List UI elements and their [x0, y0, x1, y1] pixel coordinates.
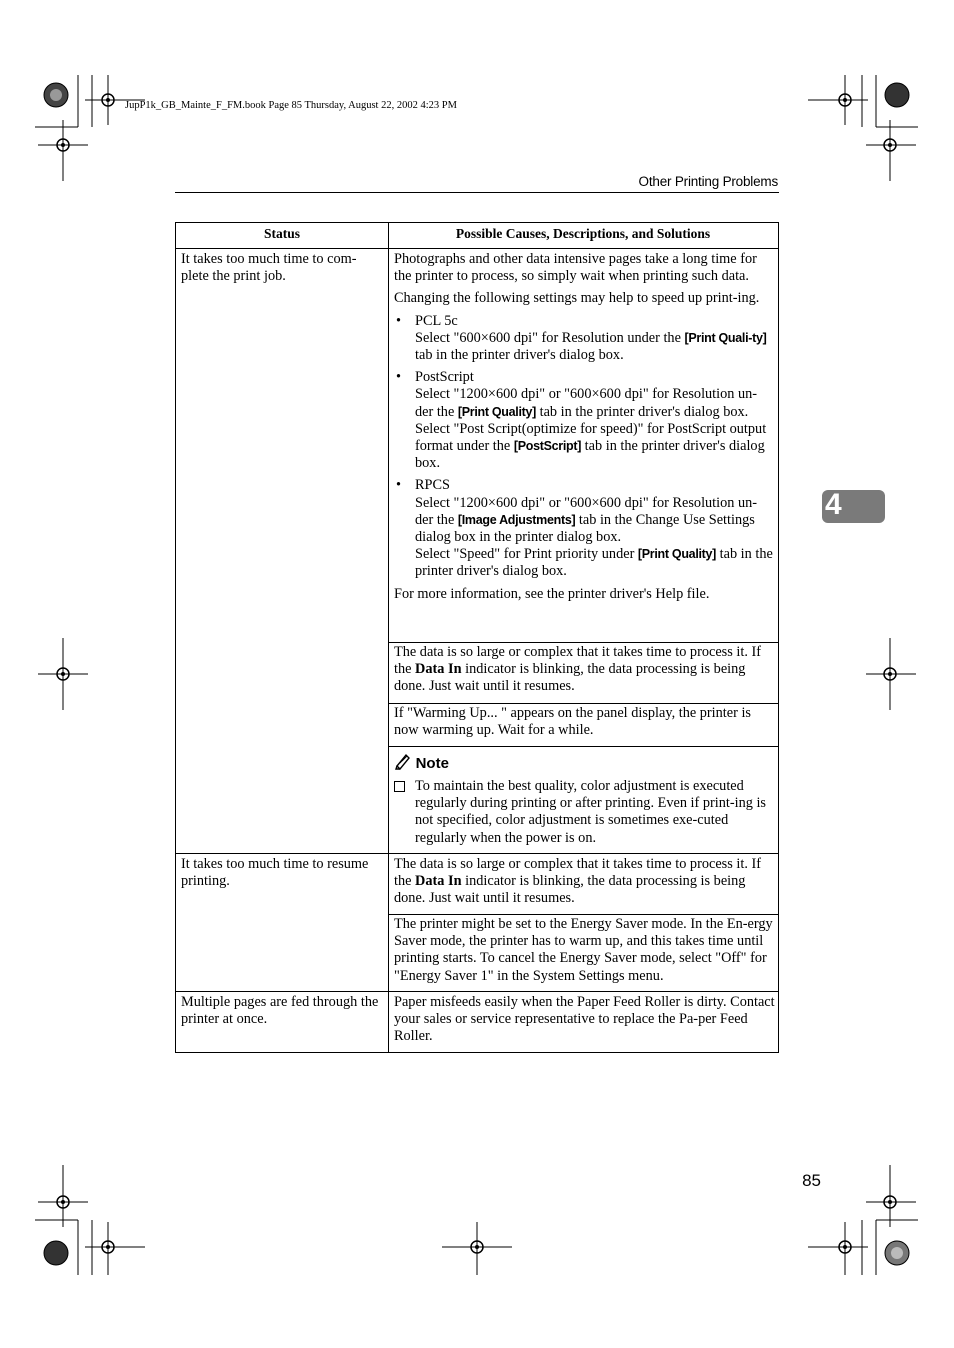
postscript-key: [PostScript]	[513, 439, 582, 454]
row-divider	[176, 853, 778, 854]
cause-warming-up: If "Warming Up... " appears on the panel display, the printer is now warming up. Wait for a while.	[394, 705, 751, 739]
book-file-line: JupP1k_GB_Mainte_F_FM.book Page 85 Thursday, August 22, 2002 4:23 PM	[125, 100, 457, 111]
header-rule	[175, 192, 779, 193]
page-number: 85	[802, 1171, 821, 1190]
cell-divider	[388, 703, 778, 704]
cause-large-data-resume: The data is so large or complex that it takes time to process it. If the Data In indicator is blinking, the data processing is being done. Just wait until it resumes.	[394, 856, 761, 907]
bullet: •	[396, 312, 402, 329]
data-in-indicator: Data In	[415, 873, 462, 890]
column-header-causes: Possible Causes, Descriptions, and Solutions	[455, 226, 711, 241]
pencil-note-icon	[394, 752, 412, 770]
image-adjustments-key: [Image Adjustments]	[457, 512, 576, 527]
chapter-number: 4	[825, 488, 842, 521]
rpcs-instruction: Select "1200×600 dpi" or "600×600 dpi" for Resolution un-der the [Image Adjustments] tab in the Change Use Settings dialog box in the printer dialog box.	[415, 494, 758, 546]
checkbox-bullet-icon	[394, 781, 405, 792]
bullet: •	[396, 477, 402, 494]
cause-energy-saver: The printer might be set to the Energy Saver mode. In the En-ergy Saver mode, the printer has to warm up, and this takes time until printing starts. To cancel the Energy Saver mode, select "Off" for "Energy Saver 1" in the System Settings menu.	[394, 916, 773, 984]
rpcs-instruction-2: Select "Speed" for Print priority under [Print Quality] tab in the printer driver's dialog box.	[415, 546, 773, 580]
cell-divider	[388, 642, 778, 643]
note-header	[394, 752, 774, 774]
bullet: •	[396, 369, 402, 386]
column-divider	[388, 223, 389, 1052]
postscript-title: PostScript	[415, 369, 474, 386]
list-item-rpcs	[394, 477, 774, 580]
cause-data-intensive	[394, 251, 774, 608]
note-title: Note	[415, 755, 449, 772]
intro-text: Photographs and other data intensive pages take a long time for the printer to process, so simply wait when printing such data.	[394, 251, 757, 285]
chapter-tab	[822, 490, 885, 523]
rpcs-title: RPCS	[415, 477, 450, 494]
pcl-instruction: Select "600×600 dpi" for Resolution under the [Print Quali-ty] tab in the printer driver's dialog box.	[415, 329, 767, 364]
note-block	[394, 752, 774, 847]
column-header-status: Status	[263, 226, 300, 241]
print-quality-key: [Print Quality]	[457, 404, 537, 419]
troubleshooting-table	[175, 222, 779, 1053]
status-slow-print-job: It takes too much time to com-plete the print job.	[181, 251, 357, 285]
cell-divider	[388, 914, 778, 915]
note-text: To maintain the best quality, color adjustment is executed regularly during printing or after printing. Even if print-ing is not specified, color adjustment is sometimes exe-cuted regularly when the power is on.	[415, 778, 766, 846]
postscript-instruction: Select "1200×600 dpi" or "600×600 dpi" for Resolution un-der the [Print Quality] tab in the printer driver's dialog box.	[415, 386, 758, 420]
more-info-text: For more information, see the printer driver's Help file.	[394, 585, 710, 602]
print-quality-key: [Print Quality]	[637, 547, 717, 562]
cause-large-data: The data is so large or complex that it takes time to process it. If the Data In indicator is blinking, the data processing is being done. Just wait until it resumes.	[394, 644, 761, 695]
list-item-postscript	[394, 369, 774, 472]
data-in-indicator: Data In	[415, 661, 462, 678]
note-item	[394, 778, 774, 847]
running-header: Other Printing Problems	[638, 174, 778, 189]
row-divider	[176, 991, 778, 992]
status-slow-resume: It takes too much time to resume printing.	[181, 856, 369, 890]
changing-settings-text: Changing the following settings may help to speed up print-ing.	[394, 290, 760, 307]
cell-divider	[388, 746, 778, 747]
pcl-title: PCL 5c	[415, 312, 458, 329]
postscript-instruction-2: Select "Post Script(optimize for speed)" for PostScript output format under the [PostScript] tab in the printer driver's dialog box.	[415, 420, 767, 472]
cause-paper-feed-roller: Paper misfeeds easily when the Paper Feed Roller is dirty. Contact your sales or service representative to replace the Pa-per Feed Roller.	[394, 994, 775, 1045]
header-divider	[176, 248, 778, 249]
print-quality-key: [Print Quali-ty]	[684, 330, 767, 345]
status-multiple-pages: Multiple pages are fed through the printer at once.	[181, 994, 379, 1028]
list-item-pcl	[394, 313, 774, 365]
